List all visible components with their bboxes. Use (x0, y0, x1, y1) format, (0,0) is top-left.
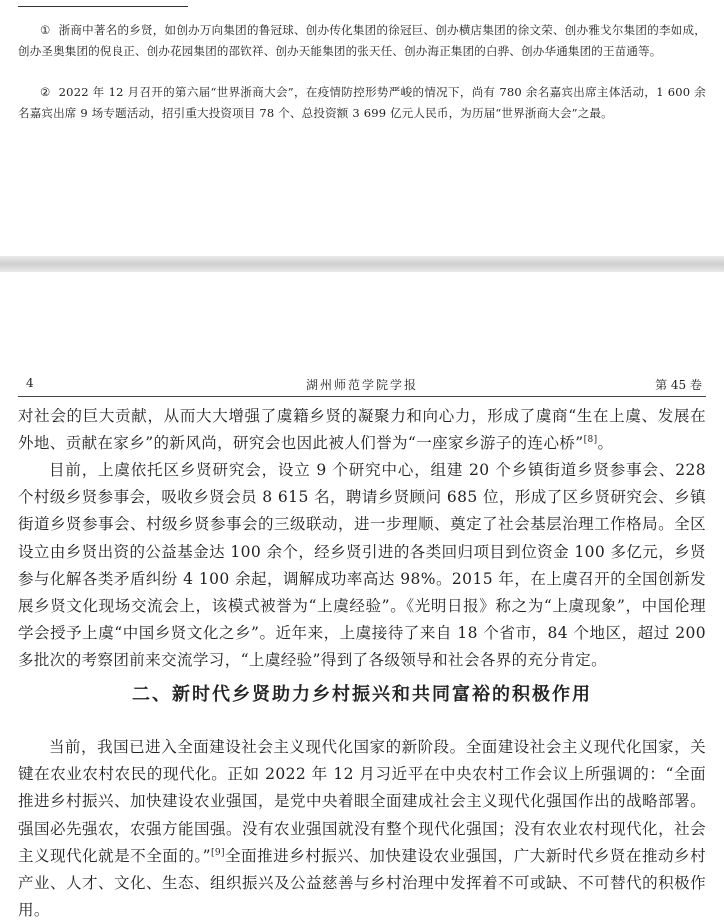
section-title: 二、新时代乡贤助力乡村振兴和共同富裕的积极作用 (132, 684, 592, 705)
header-rule (18, 396, 706, 397)
page-number: 4 (26, 376, 34, 390)
footnote-2-mark: ② (40, 85, 51, 99)
paragraph-1-text: 对社会的巨大贡献，从而大大增强了虞籍乡贤的凝聚力和向心力，形成了虞商“生在上虞、发展在外地、贡献在家乡”的新风尚，研究会也因此被人们誉为“一座家乡游子的连心桥” (18, 407, 706, 453)
paragraph-2: 目前，上虞依托区乡贤研究会，设立 9 个研究中心，组建 20 个乡镇街道乡贤参事会、228 个村级乡贤参事会，吸收乡贤会员 8 615 名，聘请乡贤顾问 685 位，形成了区乡贤研究会、乡镇街道乡贤参事会、村级乡贤参事会的三级联动，进一步理顺、奠定了社会基层治理工作格局。全区设立由乡贤出资的公益基金达 100 余个，经乡贤引进的各类回归项目到位资金 100 多亿元，乡贤参与化解各类矛盾纠纷 4 100 余起，调解成功率高达 98%。2015 年，在上虞召开的全国创新发展乡贤文化现场交流会上，该模式被誉为“上虞经验”。《光明日报》称之为“上虞现象”，中国伦理学会授予上虞“中国乡贤文化之乡”。近年来，上虞接待了来自 18 个省市，84 个地区，超过 200 多批次的考察团前来交流学习，“上虞经验”得到了各级领导和社会各界的充分肯定。 (18, 461, 706, 670)
paragraph-3 (18, 734, 706, 924)
journal-title: 湖州师范学院学报 (305, 378, 418, 392)
footnote-2 (18, 82, 706, 124)
footnote-1-text: 浙商中著名的乡贤，如创办万向集团的鲁冠球、创办传化集团的徐冠巨、创办横店集团的徐文荣、创办雅戈尔集团的李如成，创办圣奥集团的倪良正、创办花园集团的邵钦祥、创办天能集团的张天任、创办海正集团的白骅、创办华通集团的王苗通等。 (18, 23, 706, 58)
current-page (0, 272, 724, 920)
paragraph-1-end: 。 (597, 434, 614, 453)
volume-label: 第 45 卷 (655, 378, 702, 392)
footnote-rule (18, 6, 188, 7)
page-separator (0, 256, 724, 272)
footnote-1-mark: ① (40, 23, 51, 37)
running-header (18, 374, 706, 394)
previous-page-footnotes (0, 0, 724, 256)
paragraph-1 (18, 403, 706, 457)
paragraph-3-text-a: 当前，我国已进入全面建设社会主义现代化国家的新阶段。全面建设社会主义现代化国家，关键在农业农村农民的现代化。正如 2022 年 12 月习近平在中央农村工作会议上所强调的：“全面推进乡村振兴、加快建设农业强国，是党中央着眼全面建成社会主义现代化强国作出的战略部署。强国必先强农，农强方能国强。没有农业强国就没有整个现代化强国；没有农业农村现代化，社会主义现代化就是不全面的。” (18, 738, 706, 865)
footnote-2-text: 2022 年 12 月召开的第六届“世界浙商大会”，在疫情防控形势严峻的情况下，尚有 780 余名嘉宾出席主体活动，1 600 余名嘉宾出席 9 场专题活动，招引重大投资项目 78 个、总投资额 3 699 亿元人民币，为历届“世界浙商大会”之最。 (18, 85, 706, 120)
citation-9: [9] (211, 847, 225, 858)
citation-8: [8] (583, 435, 598, 446)
paragraph-3-text-b: 全面推进乡村振兴、加快建设农业强国，广大新时代乡贤在推动乡村产业、人才、文化、生态、组织振兴及公益慈善与乡村治理中发挥着不可或缺、不可替代的积极作用。 (18, 846, 706, 920)
footnote-1 (18, 20, 706, 62)
